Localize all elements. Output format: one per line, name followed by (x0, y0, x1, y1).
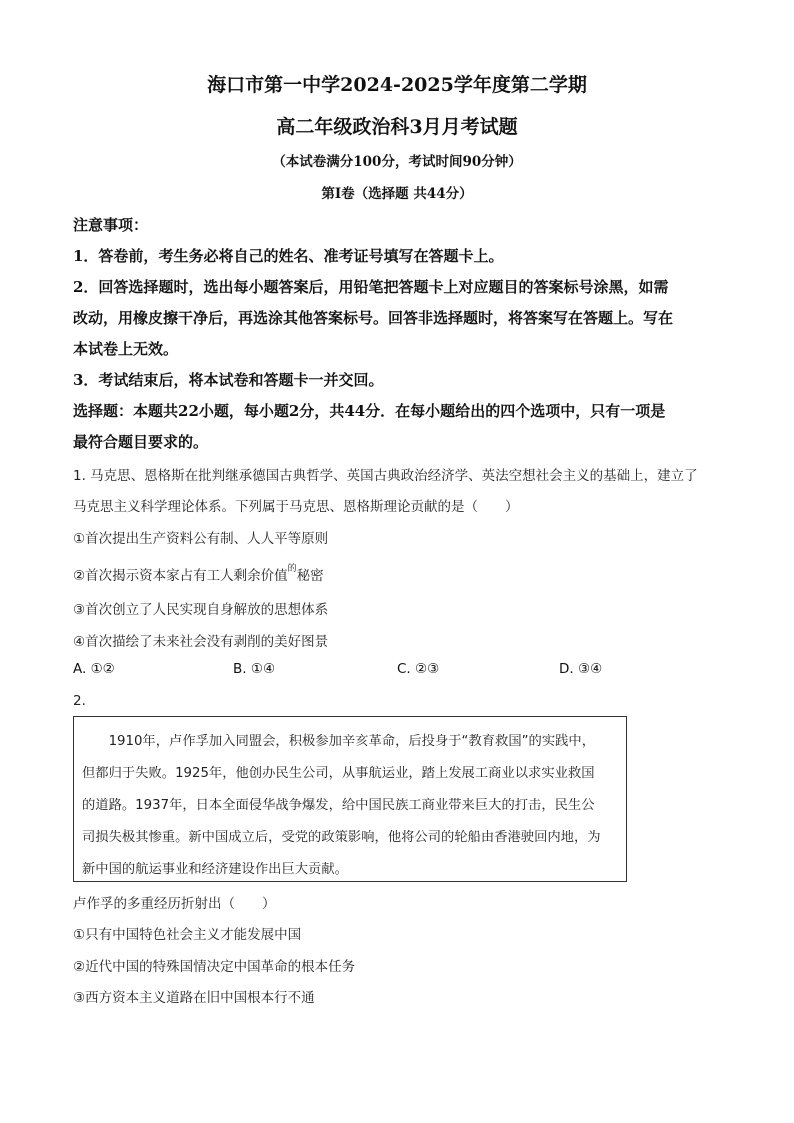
q2-stem: 卢作孚的多重经历折射出（ ） (73, 896, 276, 912)
q2-statement-1: ①只有中国特色社会主义才能发展中国 (73, 927, 302, 943)
instruction-item-2-line3: 本试卷上无效。 (73, 340, 179, 358)
q2-material-line-2: 但都归于失败。1925年，他创办民生公司，从事航运业，踏上发展工商业以求实业救国 (82, 766, 595, 781)
q1-stem-line2: 马克思主义科学理论体系。下列属于马克思、恩格斯理论贡献的是（ ） (73, 499, 519, 515)
q1-statement-2 (73, 564, 324, 584)
q1-statement-4: ④首次描绘了未来社会没有剥削的美好图景 (73, 634, 329, 650)
q2-number: 2. (73, 693, 86, 709)
q2-material-box (73, 716, 627, 882)
section-title: 第Ⅰ卷（选择题 共44分） (321, 186, 473, 202)
exam-note: （本试卷满分100分，考试时间90分钟） (272, 154, 522, 170)
q1-option-b: B. ①④ (233, 661, 276, 677)
q2-statement-2: ②近代中国的特殊国情决定中国革命的根本任务 (73, 959, 356, 975)
q1-statement-2-sup: 的 (287, 563, 297, 574)
choice-intro-line1: 选择题：本题共22小题，每小题2分，共44分．在每小题给出的四个选项中，只有一项是 (73, 402, 666, 420)
q2-material-line-5: 新中国的航运事业和经济建设作出巨大贡献。 (82, 862, 348, 877)
instruction-item-2-line1: 2．回答选择题时，选出每小题答案后，用铅笔把答题卡上对应题目的答案标号涂黑，如需 (73, 278, 669, 296)
q1-statement-3: ③首次创立了人民实现自身解放的思想体系 (73, 602, 329, 618)
instruction-item-2-line2: 改动，用橡皮擦干净后，再选涂其他答案标号。回答非选择题时，将答案写在答题上。写在 (73, 309, 674, 327)
instructions-heading: 注意事项： (73, 216, 149, 234)
q2-material-line-4: 司损失极其惨重。新中国成立后，受党的政策影响，他将公司的轮船由香港驶回内地，为 (82, 830, 601, 845)
exam-title-line2: 高二年级政治科3月月考试题 (276, 116, 518, 138)
q1-stem-line1: 1. 马克思、恩格斯在批判继承德国古典哲学、英国古典政治经济学、英法空想社会主义的基础上，建立了 (73, 468, 698, 484)
q1-statement-2-text-a: ②首次揭示资本家占有工人剩余价值 (73, 568, 288, 584)
q2-material-line-1: 1910年，卢作孚加入同盟会，积极参加辛亥革命，后投身于“教育救国”的实践中， (82, 734, 596, 749)
exam-title-line1: 海口市第一中学2024-2025学年度第二学期 (207, 74, 587, 96)
q1-option-d: D. ③④ (559, 661, 603, 677)
choice-intro-line2: 最符合题目要求的。 (73, 433, 209, 451)
instruction-item-3: 3．考试结束后，将本试卷和答题卡一并交回。 (73, 371, 384, 389)
q1-statement-1: ①首次提出生产资料公有制、人人平等原则 (73, 531, 329, 547)
q1-statement-2-text-b: 秘密 (296, 568, 324, 584)
q2-statement-3: ③西方资本主义道路在旧中国根本行不通 (73, 990, 315, 1006)
q1-option-c: C. ②③ (397, 661, 440, 677)
q2-material-line-3: 的道路。1937年，日本全面侵华战争爆发，给中国民族工商业带来巨大的打击，民生公 (82, 798, 595, 813)
instruction-item-1: 1．答卷前，考生务必将自己的姓名、准考证号填写在答题卡上。 (73, 247, 504, 265)
q1-option-a: A. ①② (73, 661, 115, 677)
